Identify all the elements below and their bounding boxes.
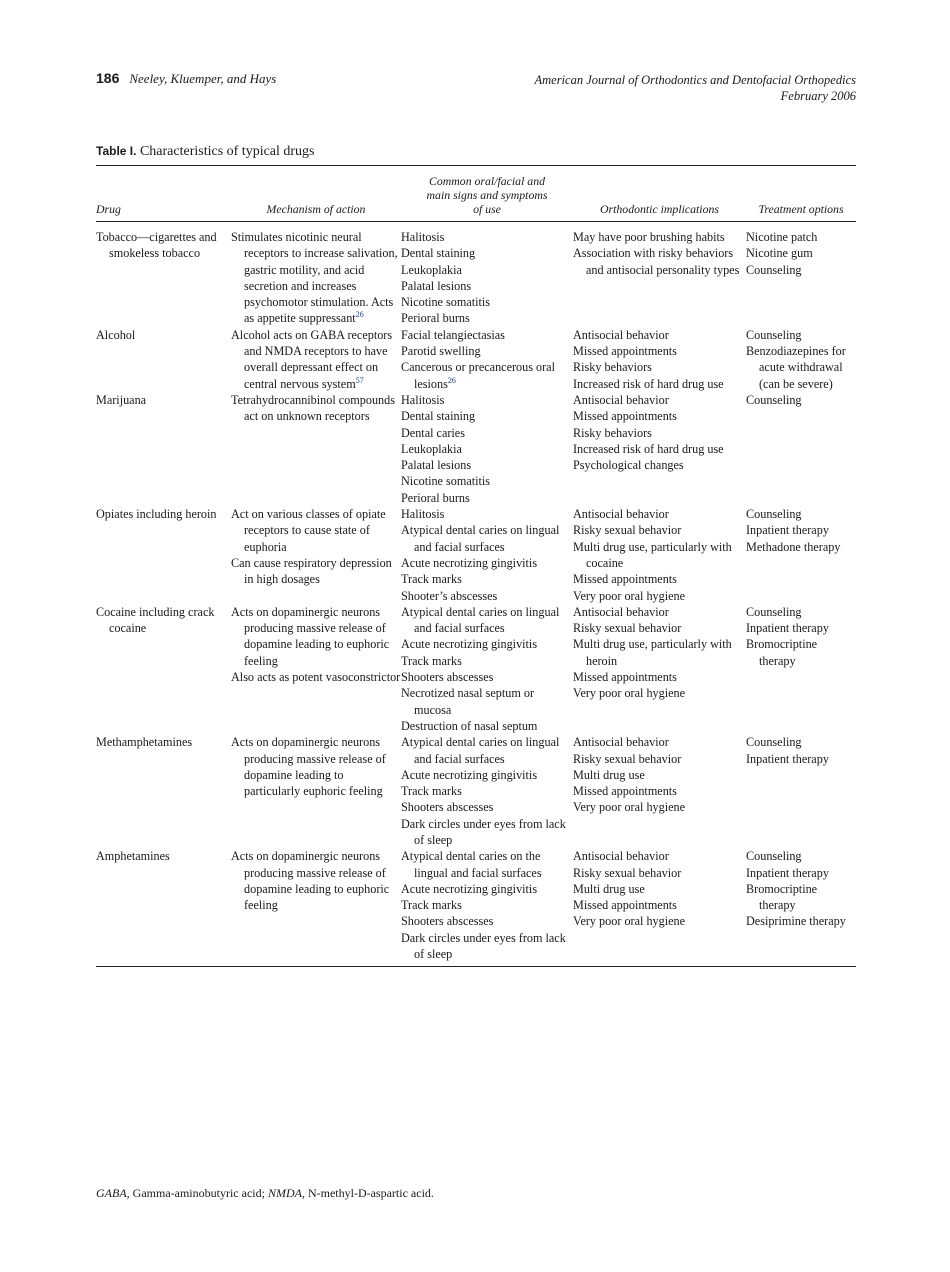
cell-line bbox=[401, 343, 573, 359]
reference-superscript[interactable]: 26 bbox=[447, 375, 456, 385]
cell-line bbox=[231, 669, 401, 685]
cell-text: Very poor oral hygiene bbox=[573, 914, 686, 929]
cell-line bbox=[96, 604, 231, 637]
cell-line bbox=[401, 262, 573, 278]
table-row bbox=[96, 848, 856, 967]
treatment-cell bbox=[746, 734, 856, 848]
cell-line bbox=[573, 734, 746, 750]
drug-cell bbox=[96, 604, 231, 734]
cell-text: Acts on dopaminergic neurons producing massive release of dopamine leading to euphoric feeling bbox=[231, 849, 390, 913]
cell-text: Missed appointments bbox=[573, 409, 677, 424]
cell-text: Dark circles under eyes from lack of sleep bbox=[401, 816, 566, 847]
cell-text: Risky sexual behavior bbox=[573, 523, 682, 538]
drug-cell bbox=[96, 848, 231, 967]
cell-line bbox=[573, 669, 746, 685]
cell-line bbox=[231, 555, 401, 588]
cell-line bbox=[573, 897, 746, 913]
cell-line bbox=[401, 490, 573, 506]
cell-line bbox=[573, 685, 746, 701]
cell-text: Desiprimine therapy bbox=[746, 914, 846, 929]
cell-line bbox=[746, 751, 856, 767]
cell-line bbox=[401, 441, 573, 457]
signs-cell bbox=[401, 506, 573, 604]
footnote-abbr-nmda: NMDA, bbox=[267, 1186, 305, 1200]
cell-line bbox=[96, 229, 231, 262]
cell-line bbox=[573, 636, 746, 669]
cell-line bbox=[401, 604, 573, 637]
cell-line bbox=[573, 506, 746, 522]
cell-text: Counseling bbox=[746, 327, 802, 342]
cell-line bbox=[746, 343, 856, 392]
cell-text: Palatal lesions bbox=[401, 278, 472, 293]
reference-superscript[interactable]: 57 bbox=[355, 375, 364, 385]
cell-text: Antisocial behavior bbox=[573, 392, 669, 407]
implications-cell bbox=[573, 392, 746, 506]
cell-text: Atypical dental caries on lingual and facial surfaces bbox=[401, 604, 560, 636]
signs-cell bbox=[401, 327, 573, 392]
journal-name: American Journal of Orthodontics and Dentofacial Orthopedics bbox=[534, 73, 856, 87]
cell-text: Antisocial behavior bbox=[573, 735, 669, 750]
mechanism-cell bbox=[231, 848, 401, 967]
cell-line bbox=[573, 799, 746, 815]
cell-text: Counseling bbox=[746, 735, 802, 750]
mechanism-cell bbox=[231, 604, 401, 734]
cell-line bbox=[573, 848, 746, 864]
cell-line bbox=[573, 392, 746, 408]
journal-info bbox=[535, 72, 857, 104]
cell-line bbox=[746, 245, 856, 261]
cell-line bbox=[401, 636, 573, 652]
col-header-treatment: Treatment options bbox=[746, 166, 856, 222]
cell-text: Necrotized nasal septum or mucosa bbox=[401, 686, 534, 717]
cell-text: Increased risk of hard drug use bbox=[573, 376, 724, 391]
cell-text: Shooters abscesses bbox=[401, 914, 494, 929]
drug-cell bbox=[96, 734, 231, 848]
cell-line bbox=[573, 343, 746, 359]
drug-cell bbox=[96, 506, 231, 604]
signs-cell bbox=[401, 222, 573, 327]
cell-text: Antisocial behavior bbox=[573, 327, 669, 342]
cell-text: Antisocial behavior bbox=[573, 507, 669, 522]
table-header-row bbox=[96, 166, 856, 222]
cell-line bbox=[401, 767, 573, 783]
cell-line bbox=[401, 897, 573, 913]
cell-line bbox=[401, 718, 573, 734]
footnote-def-nmda: N-methyl-D-aspartic acid. bbox=[304, 1186, 434, 1200]
cell-line bbox=[401, 327, 573, 343]
cell-line bbox=[401, 473, 573, 489]
cell-text: Missed appointments bbox=[573, 344, 677, 359]
cell-text: Multi drug use bbox=[573, 881, 645, 896]
cell-line bbox=[96, 327, 231, 343]
cell-line bbox=[573, 751, 746, 767]
cell-line bbox=[401, 425, 573, 441]
cell-text: Tobacco—cigarettes and smokeless tobacco bbox=[96, 230, 217, 261]
cell-text: May have poor brushing habits bbox=[573, 230, 725, 244]
cell-text: Benzodiazepines for acute withdrawal (can be severe) bbox=[746, 344, 846, 391]
cell-text: Multi drug use, particularly with cocaine bbox=[573, 539, 732, 570]
cell-line bbox=[573, 604, 746, 620]
cell-text: Antisocial behavior bbox=[573, 604, 669, 619]
cell-line bbox=[573, 588, 746, 604]
cell-line bbox=[746, 881, 856, 914]
cell-text: Acts on dopaminergic neurons producing massive release of dopamine leading to euphoric feeling bbox=[231, 604, 390, 668]
running-authors: Neeley, Kluemper, and Hays bbox=[129, 71, 277, 86]
cell-text: Dental caries bbox=[401, 425, 465, 440]
cell-line bbox=[746, 392, 856, 408]
cell-text: Halitosis bbox=[401, 392, 445, 407]
cell-line bbox=[401, 310, 573, 326]
cell-text: Inpatient therapy bbox=[746, 865, 829, 880]
cell-line bbox=[573, 327, 746, 343]
drug-cell bbox=[96, 222, 231, 327]
implications-cell bbox=[573, 604, 746, 734]
cell-line bbox=[401, 245, 573, 261]
cell-line bbox=[401, 669, 573, 685]
cell-line bbox=[401, 685, 573, 718]
col-header-signs-line: of use bbox=[473, 202, 501, 216]
cell-text: Missed appointments bbox=[573, 670, 677, 685]
table-row bbox=[96, 604, 856, 734]
cell-text: Stimulates nicotinic neural receptors to increase salivation, gastric motility, and acid secretion and increases psychomotor stimulation. Acts as appetite suppressant bbox=[231, 230, 398, 326]
cell-text: Inpatient therapy bbox=[746, 621, 829, 636]
cell-text: Inpatient therapy bbox=[746, 751, 829, 766]
cell-line bbox=[231, 734, 401, 799]
table-body bbox=[96, 222, 856, 967]
cell-line bbox=[401, 522, 573, 555]
cell-line bbox=[746, 539, 856, 555]
cell-text: Shooter’s abscesses bbox=[401, 588, 498, 603]
cell-text: Can cause respiratory depression in high dosages bbox=[231, 555, 392, 587]
cell-line bbox=[573, 620, 746, 636]
cell-text: Missed appointments bbox=[573, 784, 677, 799]
cell-line bbox=[401, 408, 573, 424]
cell-text: Act on various classes of opiate receptors to cause state of euphoria bbox=[231, 507, 386, 554]
table-row bbox=[96, 327, 856, 392]
cell-line bbox=[573, 865, 746, 881]
cell-text: Inpatient therapy bbox=[746, 523, 829, 538]
cell-text: Antisocial behavior bbox=[573, 849, 669, 864]
cell-text: Track marks bbox=[401, 898, 462, 913]
cell-line bbox=[746, 229, 856, 245]
cell-line bbox=[401, 734, 573, 767]
running-header bbox=[96, 70, 856, 110]
cell-text: Shooters abscesses bbox=[401, 670, 494, 685]
cell-line bbox=[96, 392, 231, 408]
cell-text: Missed appointments bbox=[573, 898, 677, 913]
cell-line bbox=[401, 848, 573, 881]
cell-text: Very poor oral hygiene bbox=[573, 686, 686, 701]
cell-line bbox=[401, 799, 573, 815]
cell-line bbox=[746, 620, 856, 636]
mechanism-cell bbox=[231, 327, 401, 392]
cell-line bbox=[746, 848, 856, 864]
cell-text: Leukoplakia bbox=[401, 262, 462, 277]
cell-line bbox=[573, 881, 746, 897]
cell-line bbox=[96, 506, 231, 522]
cell-line bbox=[401, 392, 573, 408]
cell-text: Acts on dopaminergic neurons producing massive release of dopamine leading to particularly euphoric feeling bbox=[231, 735, 386, 799]
cell-line bbox=[401, 555, 573, 571]
treatment-cell bbox=[746, 222, 856, 327]
cell-text: Dark circles under eyes from lack of sleep bbox=[401, 930, 566, 962]
cell-text: Track marks bbox=[401, 653, 462, 668]
cell-text: Palatal lesions bbox=[401, 458, 472, 473]
cell-text: Risky behaviors bbox=[573, 360, 652, 375]
cell-line bbox=[231, 229, 401, 327]
cell-text: Marijuana bbox=[96, 392, 147, 407]
cell-line bbox=[573, 245, 746, 278]
footnote-def-gaba: Gamma-aminobutyric acid; bbox=[129, 1186, 268, 1200]
cell-line bbox=[401, 783, 573, 799]
cell-text: Counseling bbox=[746, 392, 802, 407]
col-header-signs-line: main signs and symptoms bbox=[426, 188, 548, 202]
cell-text: Track marks bbox=[401, 572, 462, 587]
cell-line bbox=[96, 848, 231, 864]
cell-text: Association with risky behaviors and antisocial personality types bbox=[573, 246, 740, 277]
mechanism-cell bbox=[231, 734, 401, 848]
cell-text: Bromocriptine therapy bbox=[746, 637, 818, 668]
implications-cell bbox=[573, 506, 746, 604]
cell-line bbox=[231, 392, 401, 425]
cell-text: Risky behaviors bbox=[573, 425, 652, 440]
signs-cell bbox=[401, 848, 573, 967]
cell-line bbox=[573, 229, 746, 245]
cell-line bbox=[573, 522, 746, 538]
cell-text: Alcohol acts on GABA receptors and NMDA receptors to have overall depressant effect on central nervous system bbox=[231, 327, 393, 391]
cell-text: Acute necrotizing gingivitis bbox=[401, 881, 538, 896]
cell-line bbox=[401, 571, 573, 587]
cell-line bbox=[746, 327, 856, 343]
cell-text: Leukoplakia bbox=[401, 441, 462, 456]
cell-line bbox=[401, 913, 573, 929]
cell-line bbox=[401, 359, 573, 392]
cell-text: Perioral burns bbox=[401, 311, 470, 326]
cell-line bbox=[401, 294, 573, 310]
cell-text: Also acts as potent vasoconstrictor bbox=[231, 670, 401, 685]
col-header-signs bbox=[401, 166, 573, 222]
cell-text: Acute necrotizing gingivitis bbox=[401, 637, 538, 652]
cell-line bbox=[401, 229, 573, 245]
cell-text: Cancerous or precancerous oral lesions bbox=[401, 360, 555, 391]
table-caption-text: Characteristics of typical drugs bbox=[139, 144, 315, 159]
cell-line bbox=[573, 441, 746, 457]
treatment-cell bbox=[746, 848, 856, 967]
cell-text: Risky sexual behavior bbox=[573, 621, 682, 636]
cell-line bbox=[746, 604, 856, 620]
footnote-abbr-gaba: GABA, bbox=[96, 1186, 130, 1200]
cell-line bbox=[573, 783, 746, 799]
signs-cell bbox=[401, 734, 573, 848]
col-header-implications: Orthodontic implications bbox=[573, 166, 746, 222]
cell-text: Amphetamines bbox=[96, 849, 170, 864]
cell-line bbox=[401, 588, 573, 604]
cell-text: Counseling bbox=[746, 262, 802, 277]
mechanism-cell bbox=[231, 222, 401, 327]
cell-text: Halitosis bbox=[401, 507, 445, 522]
cell-text: Acute necrotizing gingivitis bbox=[401, 767, 538, 782]
cell-line bbox=[573, 376, 746, 392]
col-header-drug: Drug bbox=[96, 166, 231, 222]
cell-line bbox=[746, 636, 856, 669]
cell-line bbox=[401, 457, 573, 473]
cell-text: Nicotine somatitis bbox=[401, 295, 491, 310]
cell-text: Dental staining bbox=[401, 409, 476, 424]
issue-date: February 2006 bbox=[780, 89, 856, 103]
cell-line bbox=[231, 604, 401, 669]
cell-text: Counseling bbox=[746, 604, 802, 619]
cell-text: Multi drug use bbox=[573, 767, 645, 782]
cell-text: Risky sexual behavior bbox=[573, 751, 682, 766]
cell-text: Bromocriptine therapy bbox=[746, 881, 818, 913]
treatment-cell bbox=[746, 392, 856, 506]
reference-superscript[interactable]: 26 bbox=[355, 310, 364, 320]
cell-text: Very poor oral hygiene bbox=[573, 588, 686, 603]
cell-text: Atypical dental caries on the lingual and facial surfaces bbox=[401, 849, 542, 880]
cell-line bbox=[401, 278, 573, 294]
cell-line bbox=[573, 408, 746, 424]
implications-cell bbox=[573, 222, 746, 327]
cell-text: Multi drug use, particularly with heroin bbox=[573, 637, 732, 668]
implications-cell bbox=[573, 848, 746, 967]
cell-line bbox=[573, 539, 746, 572]
cell-line bbox=[401, 816, 573, 849]
cell-text: Psychological changes bbox=[573, 458, 684, 473]
cell-text: Counseling bbox=[746, 507, 802, 522]
cell-text: Dental staining bbox=[401, 246, 476, 261]
cell-text: Tetrahydrocannibinol compounds act on unknown receptors bbox=[231, 392, 395, 424]
cell-line bbox=[573, 359, 746, 375]
cell-line bbox=[231, 327, 401, 392]
signs-cell bbox=[401, 392, 573, 506]
cell-line bbox=[746, 913, 856, 929]
cell-text: Perioral burns bbox=[401, 490, 470, 505]
table-row bbox=[96, 392, 856, 506]
cell-line bbox=[401, 506, 573, 522]
cell-line bbox=[96, 734, 231, 750]
cell-line bbox=[401, 653, 573, 669]
implications-cell bbox=[573, 734, 746, 848]
cell-text: Cocaine including crack cocaine bbox=[96, 604, 215, 636]
col-header-mechanism: Mechanism of action bbox=[231, 166, 401, 222]
cell-line bbox=[573, 457, 746, 473]
cell-line bbox=[573, 913, 746, 929]
page-number: 186 bbox=[96, 70, 120, 86]
table-row bbox=[96, 222, 856, 327]
table-row bbox=[96, 734, 856, 848]
cell-text: Methadone therapy bbox=[746, 539, 841, 554]
cell-text: Nicotine somatitis bbox=[401, 474, 491, 489]
cell-line bbox=[231, 506, 401, 555]
treatment-cell bbox=[746, 506, 856, 604]
cell-text: Atypical dental caries on lingual and facial surfaces bbox=[401, 523, 560, 554]
cell-text: Atypical dental caries on lingual and facial surfaces bbox=[401, 735, 560, 766]
implications-cell bbox=[573, 327, 746, 392]
cell-text: Halitosis bbox=[401, 230, 445, 244]
table-row bbox=[96, 506, 856, 604]
col-header-signs-line: Common oral/facial and bbox=[428, 174, 545, 188]
cell-line bbox=[573, 571, 746, 587]
cell-line bbox=[746, 865, 856, 881]
table-footnote bbox=[96, 1186, 434, 1201]
cell-text: Track marks bbox=[401, 784, 462, 799]
table-caption bbox=[96, 144, 315, 160]
treatment-cell bbox=[746, 327, 856, 392]
cell-line bbox=[746, 506, 856, 522]
mechanism-cell bbox=[231, 506, 401, 604]
signs-cell bbox=[401, 604, 573, 734]
cell-line bbox=[746, 262, 856, 278]
cell-line bbox=[746, 734, 856, 750]
table-label: Table I. bbox=[96, 144, 137, 158]
cell-line bbox=[231, 848, 401, 913]
drug-characteristics-table bbox=[96, 165, 856, 967]
cell-line bbox=[746, 522, 856, 538]
mechanism-cell bbox=[231, 392, 401, 506]
cell-text: Facial telangiectasias bbox=[401, 327, 505, 342]
cell-line bbox=[401, 930, 573, 963]
cell-text: Nicotine patch bbox=[746, 230, 818, 244]
drug-cell bbox=[96, 327, 231, 392]
cell-line bbox=[401, 881, 573, 897]
cell-text: Missed appointments bbox=[573, 572, 677, 587]
treatment-cell bbox=[746, 604, 856, 734]
cell-text: Acute necrotizing gingivitis bbox=[401, 555, 538, 570]
cell-text: Methamphetamines bbox=[96, 735, 193, 750]
cell-line bbox=[573, 767, 746, 783]
cell-text: Parotid swelling bbox=[401, 344, 481, 359]
cell-text: Nicotine gum bbox=[746, 246, 813, 261]
drug-cell bbox=[96, 392, 231, 506]
cell-text: Risky sexual behavior bbox=[573, 865, 682, 880]
cell-text: Increased risk of hard drug use bbox=[573, 441, 724, 456]
cell-text: Alcohol bbox=[96, 327, 136, 342]
cell-text: Counseling bbox=[746, 849, 802, 864]
cell-text: Shooters abscesses bbox=[401, 800, 494, 815]
cell-text: Destruction of nasal septum bbox=[401, 718, 538, 733]
cell-text: Very poor oral hygiene bbox=[573, 800, 686, 815]
cell-text: Opiates including heroin bbox=[96, 507, 217, 522]
cell-line bbox=[573, 425, 746, 441]
